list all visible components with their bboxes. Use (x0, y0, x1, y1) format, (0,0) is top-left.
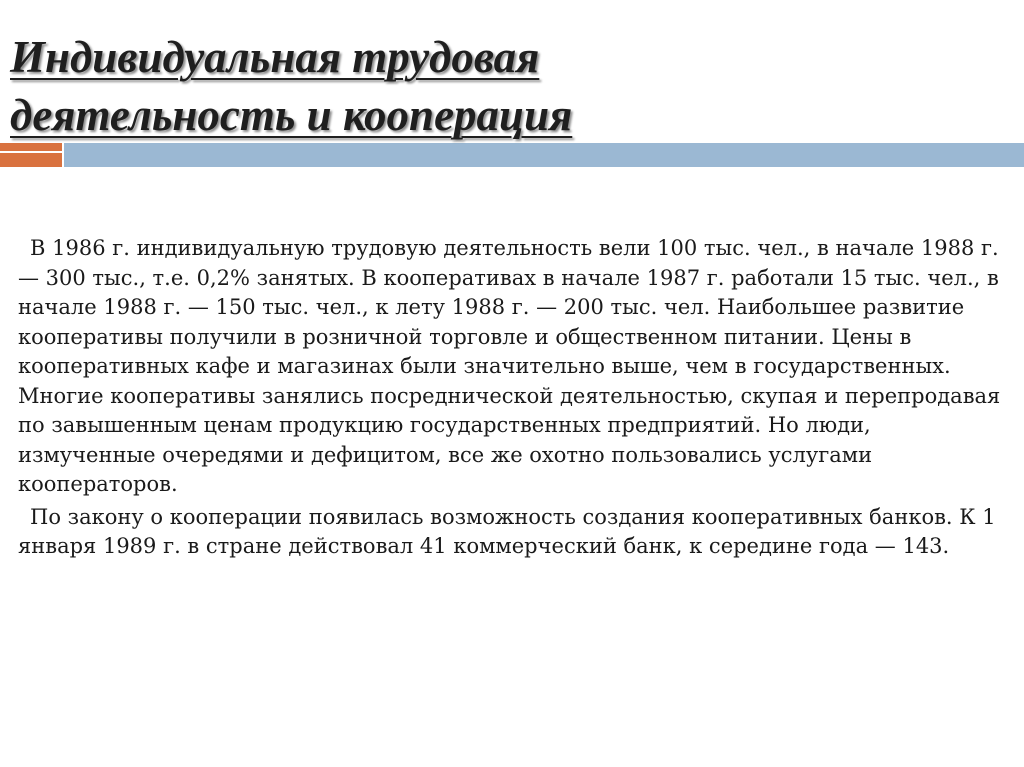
accent-bar-orange-bottom (0, 153, 62, 167)
body-paragraph-2: По закону о кооперации появилась возможность создания кооперативных банков. К 1 января 1989 г. в стране действовал 41 коммерческий банк, к середине года — 143. (18, 504, 996, 558)
slide-title-line-2: деятельность и кооперация (10, 90, 573, 140)
body-paragraph-1: В 1986 г. индивидуальную трудовую деятельность вели 100 тыс. чел., в начале 1988 г. — 300 тыс., т.е. 0,2% занятых. В кооперативах в начале 1987 г. работали 15 тыс. чел., в начале 1988 г. — 150 тыс. чел., к лету 1988 г. — 200 тыс. чел. Наибольшее развитие кооперативы получили в розничной торговле и общественном питании. Цены в кооперативных кафе и магазинах были значительно выше, чем в государственных. Многие кооперативы занялись посреднической деятельностью, скупая и перепродавая по завышенным ценам продукцию государственных предприятий. Но люди, измученные очередями и дефицитом, все же охотно пользовались услугами кооператоров. (18, 236, 1001, 496)
accent-bar-blue (64, 143, 1024, 167)
accent-bar-orange-top (0, 143, 62, 151)
slide-title (10, 28, 910, 144)
slide-body (18, 234, 1008, 562)
slide-title-line-1: Индивидуальная трудовая (10, 32, 540, 82)
